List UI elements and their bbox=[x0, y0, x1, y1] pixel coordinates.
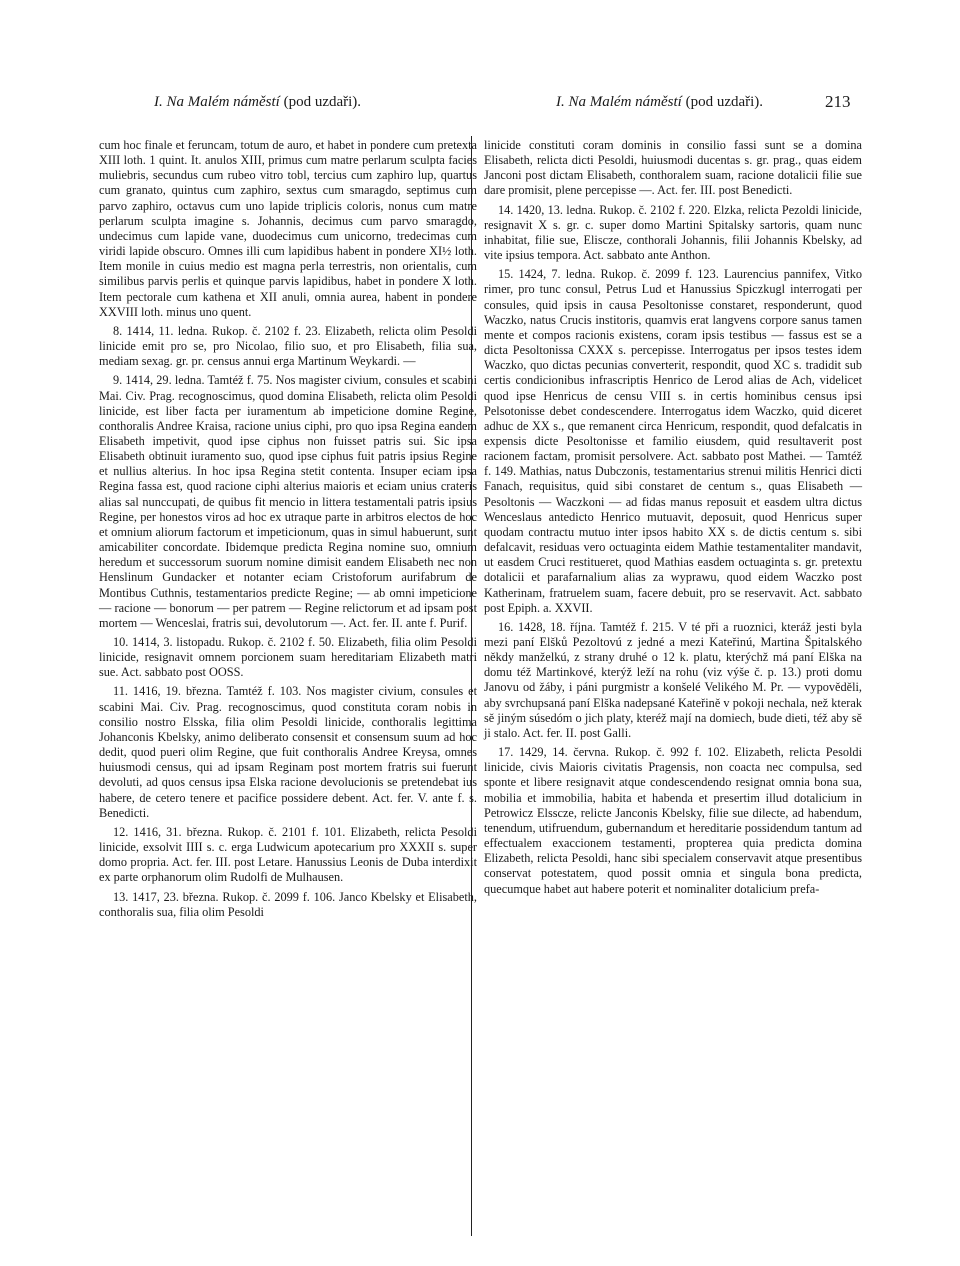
entry-paragraph bbox=[484, 620, 862, 741]
entry-text: Elizabeth, relicta Pesoldi linicide, exsolvit IIII s. c. erga Ludwicum apotecarium pro XXXII s. super domo propria. Act. fer. III. post Letare. Hanussius Leonis de Duba interdixit ex parte orphanorum olim Rudolfi de Mulhausen. bbox=[99, 824, 477, 885]
entry-paragraph bbox=[484, 745, 862, 897]
entry-heading: 14. 1420, 13. ledna. Rukop. č. 2102 f. 220. bbox=[498, 202, 711, 217]
entry-heading: 12. 1416, 31. března. Rukop. č. 2101 f. 101. bbox=[113, 824, 346, 839]
entry-text: Nos magister civium, consules et scabini Mai. Civ. Prag. recognoscimus, quod domina Elisabeth, relicta olim Pesoldi linicide, est liber facta per iuramentum ab impeticione domine Regine, conthoralis Andree Kraisa, racione unius ciphi, pro quo ipsa Regina eandem Elisabeth impetivit, quod ipse ciphus non fuisset patris sui. Sic ipsa Elisabeth obtinuit iuramento suo, quod ipse ciphus fuit patris ipsius Regine et nullius alterius. In hoc ipsa Regina stetit contenta. Insuper eciam ipsa Regina fassa est, quod racione ciphi alterius maioris et eciam unius crateris alias sal nunccupati, de quibus fit mencio in littera testamentali patris ipsius Regine, per honestos viros ad hoc ex utraque parte in arbitros electos de hoc et omnium aliorum factorum et impeticionum, quas in simul habuerunt, sunt amicabiliter concordate. Ibidemque predicta Regina nomine suo, omnium heredum et successorum suorum nomine dimisit eandem Elisabeth nec non Henslinum Gundacker et notanter eciam Cristoforum aurifabrum de Montibus Cuthnis, testamentarios predicte Regine; — ab omni impeticione — racione — bonorum — per patrem — Regine relictorum et ad ipsam post mortem — Wenceslai, fratris sui, devolutorum —. Act. fer. II. ante f. Purif. bbox=[99, 373, 477, 630]
entry-paragraph bbox=[99, 635, 477, 680]
entry-text: Elizabeth, relicta olim Pesoldi linicide emit pro se, pro Nicolao, filio suo, et pro Elisabeth, filia sua, mediam sexag. gr. pr. census annui erga Martinum Weykardi. — bbox=[99, 323, 478, 369]
entry-text: Nos magister civium, consules et scabini Mai. Civ. Prag. recognoscimus, quod constituta coram nobis in consilio nostro Elsska, filia olim Pesoldi linicide, conthoralis legittima Johanconis Kbelsky, animo deliberato consensit et consensum suum ad hoc dedit, quod pueri olim Regine, que fuit conthoralis Andree Kreysa, omnes huiusmodi census, qui ad ipsam Reginam post mortem fratris sui fuerunt devoluti, ad quos census ipsa Elska racione devolucionis se pretendebat ius habere, de cetero tenere et pacifice possidere debent. Act. fer. V. ante f. s. Benedicti. bbox=[99, 684, 478, 820]
running-head-left bbox=[154, 94, 361, 111]
running-head-right-sub: (pod uzdaři). bbox=[685, 94, 764, 110]
entry-paragraph bbox=[99, 684, 477, 820]
running-head-left-title: I. Na Malém náměstí bbox=[154, 94, 280, 110]
entry-heading: 16. 1428, 18. října. Tamtéž f. 215. bbox=[498, 619, 674, 634]
entry-heading: 15. 1424, 7. ledna. Rukop. č. 2099 f. 123. bbox=[498, 267, 719, 282]
entry-heading: 11. 1416, 19. března. Tamtéž f. 103. bbox=[113, 684, 302, 699]
entry-paragraph bbox=[484, 203, 862, 264]
entry-paragraph bbox=[99, 324, 477, 369]
entry-paragraph bbox=[99, 890, 477, 920]
entry-heading: 13. 1417, 23. března. Rukop. č. 2099 f. 106. bbox=[113, 889, 336, 904]
page-header bbox=[0, 94, 960, 124]
entry-paragraph bbox=[99, 373, 477, 631]
left-column bbox=[99, 138, 477, 924]
entry-text: Janco Kbelsky et Elisabeth, conthoralis sua, filia olim Pesoldi bbox=[99, 889, 477, 919]
entry-text: Laurencius pannifex, Vitko rimer, pro tunc consul, Petrus Lud et Hanussius Spiczkugl interrogati per consules, quid ipsis in causa Pesoltonisse constaret, responderunt, quod Waczko, natus Crucis institoris, quamvis erat langvens corpore sanus tamen mente et compos racionis existens, coram ipsis testibus — fassus est se a dicta Pesoltonissa CXXX s. percepisse. Interrogatus per ipsos testes idem Waczko, quo dictas pecunias converterit, respondit, quod XC s. tradidit sub certis condicionibus infrascriptis Henrico de Lerod alias de Ach, videlicet quod ipse Henricus de censu VIII s. in certis hominibus census ipsi Pelsotonisse debet condescendere. Interrogatus idem Waczko, quid diceret adhuc de XX s., que remanent circa Henricum, respondit, quod defalcatis in expensis dicte Pesoltonisse et familio eiusdem, quid resultaverit post racionem factam, promisit persolvere. Act. sabbato post Mathei. — Tamtéž f. 149. Mathias, natus Dubczonis, testamentarius strenui militis Henrici dicti Fanach, requisitus, quid sibi constaret de centum s., quas Elisabeth — Pesoltonis — Waczkoni — ad fidas manus reposuit et easdem ultra dictus Wenceslaus antedicto Henrico mutuavit, deposuit, quod Henricus super quodam contractu mutuo inter ipsos habito XX s. de dictis centum s. sibi defalcavit, residuas vero octuaginta eidem Mathie testamentaliter mandavit, ut easdem Cruci restitueret, quod Mathias easdem octuaginta s. gr. pretextu dotalicii et parafarnalium alias za wyprawu, quod eidem Waczko post Katherinam, fratruelem suam, facere debuit, pro se reservavit. Act. sabbato post Epiph. a. XXVII. bbox=[484, 267, 862, 615]
entry-heading: 17. 1429, 14. června. Rukop. č. 992 f. 102. bbox=[498, 745, 729, 760]
entry-text: Elizabeth, filia olim Pesoldi linicide, resignavit omnem porcionem suam hereditariam Elizabeth matri sue. Act. sabbato post OOSS. bbox=[99, 635, 477, 680]
page-number: 213 bbox=[825, 92, 851, 111]
entry-paragraph bbox=[484, 138, 862, 199]
running-head-left-sub: (pod uzdaři). bbox=[283, 94, 362, 110]
entry-heading: 10. 1414, 3. listopadu. Rukop. č. 2102 f. 50. bbox=[113, 635, 335, 649]
entry-paragraph bbox=[99, 825, 477, 886]
entry-text: Elzka, relicta Pezoldi linicide, resignavit X s. gr. c. super domo Martini Spitalsky sartoris, quam nunc inhabitat, filie sue, Eliscze, conthorali Johannis, filii Johannis Kbelsky, ad vite ipsius tempora. Act. sabbato ante Anthon. bbox=[484, 202, 862, 263]
entry-paragraph bbox=[99, 138, 477, 320]
entry-text: V té při a ruoznici, kteráž jesti byla mezi paní Elšků Pezoltovú z jedné a mezi Kateřinú, Martina Špitalského někdy manželkú, z strany druhé o 12 k. platu, kterýchž má paní Elška na domu též Martinkové, kterýž leží na rohu (viz výše č. p. 13.) proti domu Janovu od žáby, i páni purgmistr a konšelé Velikého M. Pr. — vypověděli, aby svrchupsaná paní Elška nadepsané Kateřině v pokoji nechala, než kterak sě jiným súsedóm o jich platy, kteréž mají na domiech, bude dieti, též aby sě ji stalo. Act. fer. II. post Galli. bbox=[484, 619, 862, 740]
right-column bbox=[484, 138, 862, 901]
running-head-right bbox=[556, 94, 763, 111]
entry-text: cum hoc finale et feruncam, totum de auro, et habet in pondere cum pretexta XIII loth. 1 quint. It. anulos XIII, primus cum matre perlarum sculpta facies muliebris, secundus cum rubeo vitro tobl, tercius cum zaphiro lup, quartus cum granato, quintus cum zaphiro, sextus cum smaragdo, septimus cum parvo zaphiro, octavus cum uno lapide triplicis coloris, nonus cum matre perlarum sculpta imagine s. Johannis, decimus cum parvo smaragdo, undecimus cum lapide vane, duodecimus cum unicorno, tredecimas cum viridi lapide obscuro. Omnes illi cum lapidibus habent in pondere XI½ loth. Item monile in cuius medio est magna perla terrestris, non orientalis, cum similibus parvis perlis et quinque parvis lapidibus, habet in pondere X loth. Item pectorale cum kathena et XII anuli, omnia aurea, habent in pondere XXVIII loth. minus uno quent. bbox=[99, 138, 477, 319]
entry-paragraph bbox=[484, 267, 862, 616]
entry-text: linicide constituti coram dominis in consilio fassi sunt se a domina Elisabeth, relicta dicti Pesoldi, huiusmodi ducentas s. gr. prag., quas eidem Janconi post dictam Elisabeth, conthoralem suam, racione dotalicii filie sue dare promisit, plene percepisse —. Act. fer. III. post Benedicti. bbox=[484, 138, 862, 198]
entry-text: Elizabeth, relicta Pesoldi linicide, civis Maioris civitatis Pragensis, non coacta nec compulsa, sed sponte et libere resignavit atque condescendendo resignat omnia bona sua, mobilia et immobilia, habita et habenda et presertim illud dotalicium in Petrowicz Elsscze, relicte Janconis Kbelsky, filie sue dilecte, ad habendum, tenendum, utifruendum, gubernandum et hereditarie possidendum tantum ad effectualem exaccionem testamenti, propterea quia predicta domina Elizabeth, relicta Pesoldi, hanc sibi specialem conservavit atque presentibus conservat potestatem, quod possit omnia et singula bona predicta, quecumque habet aut habere poterit et nominaliter dotalicium prefa- bbox=[484, 745, 862, 896]
running-head-right-title: I. Na Malém náměstí bbox=[556, 94, 682, 110]
entry-heading: 9. 1414, 29. ledna. Tamtéž f. 75. bbox=[113, 373, 273, 388]
entry-heading: 8. 1414, 11. ledna. Rukop. č. 2102 f. 23. bbox=[113, 323, 321, 338]
